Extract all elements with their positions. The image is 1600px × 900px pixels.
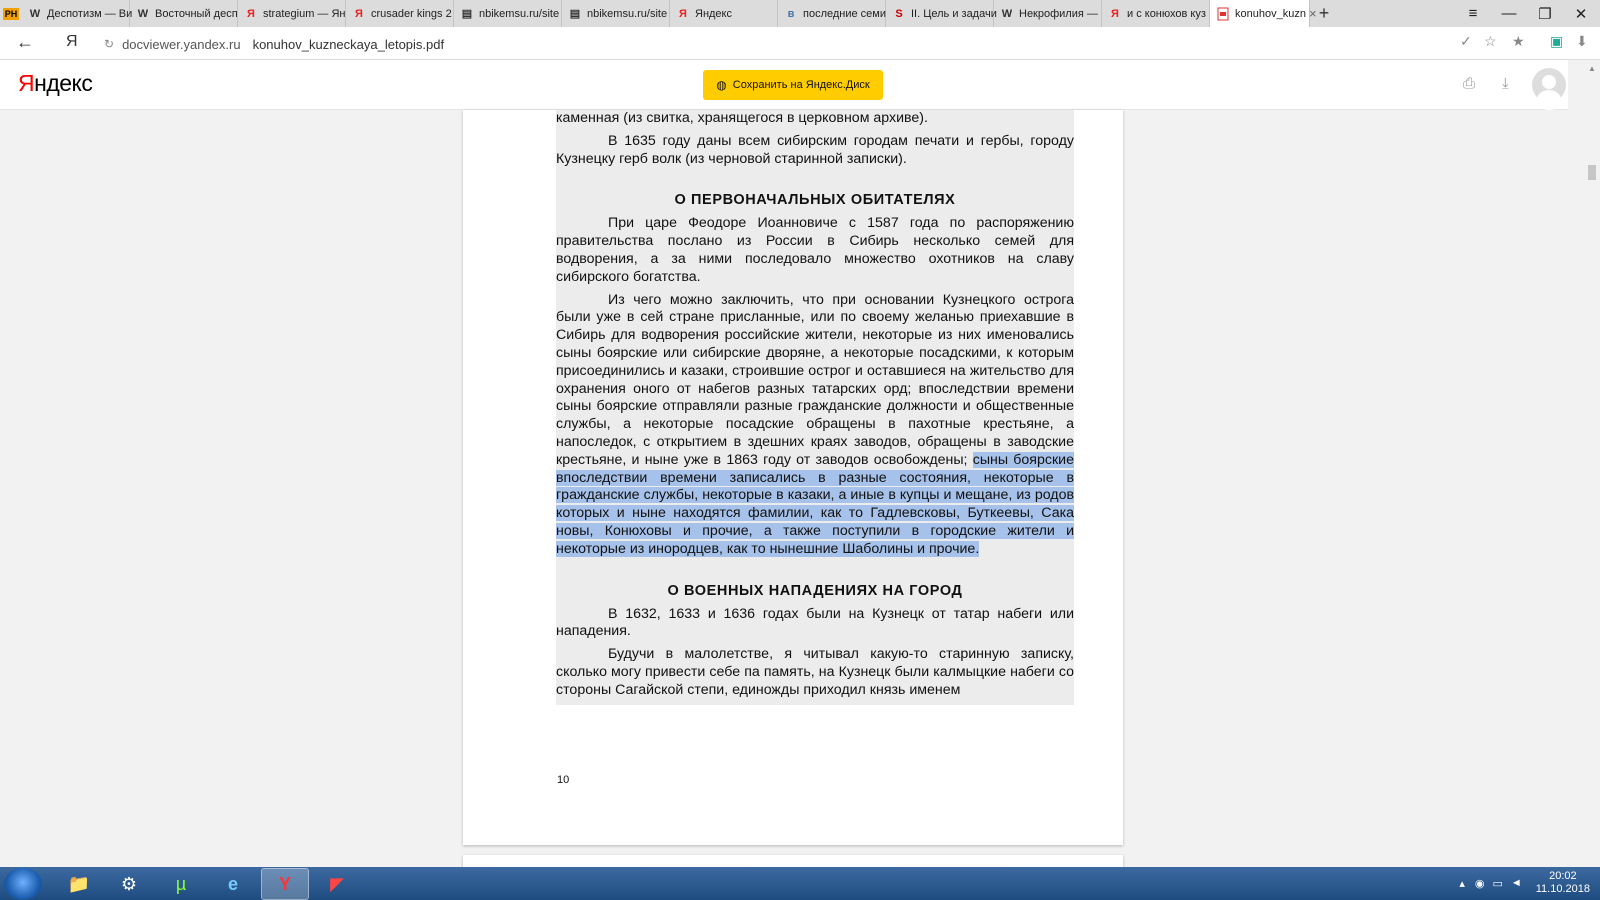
- document-viewport[interactable]: [0, 110, 1568, 867]
- viewer-header: [0, 60, 1568, 110]
- paragraph: [556, 110, 1074, 128]
- page-text[interactable]: [556, 110, 1074, 705]
- star-icon[interactable]: ★: [1512, 33, 1525, 49]
- scroll-up-icon[interactable]: ▲: [1588, 64, 1596, 73]
- tab-6[interactable]: [670, 0, 778, 27]
- close-window-button[interactable]: ✕: [1574, 5, 1588, 23]
- paragraph: [556, 606, 1074, 642]
- tab-bar: [0, 0, 1600, 27]
- minimize-button[interactable]: —: [1501, 5, 1517, 22]
- tab-title: strategium — Ян: [263, 7, 346, 20]
- vertical-scrollbar[interactable]: [1584, 60, 1600, 867]
- yandex-home-button[interactable]: Я: [66, 33, 78, 50]
- new-tab-button[interactable]: +: [1318, 3, 1330, 23]
- tab-title: Яндекс: [695, 7, 732, 20]
- volume-icon[interactable]: ◄: [1510, 877, 1522, 889]
- tab-favicon-icon: W: [29, 7, 41, 20]
- extension-icon[interactable]: ▣: [1550, 33, 1564, 49]
- acrobat-icon[interactable]: ◤: [330, 873, 344, 894]
- address-bar: [0, 27, 1600, 60]
- selected-text: сыны боярские впоследствии времени записались в разные состояния, некоторые в гражданские службы, некоторые в казаки, а иные в купцы и мещане, из родов которых и ныне находятся фамилии, как то Гадлевсковы, Буткеевы, Сака новы, Конюховы и прочие, а также поступили в городские жители и некоторые из инородцев, как то нынешние Шаболины и прочие.: [556, 451, 1074, 557]
- tab-1[interactable]: [130, 0, 238, 27]
- yandex-browser-icon[interactable]: Y: [261, 868, 309, 900]
- section-heading: О ПЕРВОНАЧАЛЬНЫХ ОБИТАТЕЛЯХ: [674, 192, 956, 209]
- tab-favicon-icon: ▤: [569, 8, 581, 20]
- explorer-icon[interactable]: 📁: [67, 873, 91, 894]
- bookmark-icon[interactable]: ☆: [1484, 33, 1497, 49]
- clock[interactable]: 20:02 11.10.2018: [1535, 870, 1590, 895]
- paragraph-text: Из чего можно заключить, что при основании Кузнецкого острога были уже в сей стране присланные, или по своему желанью приехавшие в Сибирь для водворения российские жители, некоторые из них именовались сыны боярские или сибирские дворяне, а некоторые посадскими, к которым присоединились и казаки, строившие острог и оставшиеся на жительство для охранения оного от набегов разных татарских орд; впоследствии времени сыны боярские отправляли разные гражданские должности и общественные службы, а некоторые посадские обращены в пахотные крестьяне, а напоследок, с открытием в здешних краях заводов, обращены в заводские крестьяне, и ныне уже в 1863 году от заводов освобождены;: [556, 291, 1074, 468]
- url-field[interactable]: [104, 32, 1504, 56]
- tab-4[interactable]: [454, 0, 562, 27]
- tab-title: Деспотизм — Ви: [47, 7, 133, 20]
- url-domain: docviewer.yandex.ru: [122, 36, 241, 52]
- page-number: 10: [557, 774, 570, 786]
- protect-icon[interactable]: ✓: [1460, 33, 1472, 49]
- close-tab-icon[interactable]: ×: [1308, 6, 1317, 21]
- paragraph: [556, 292, 1074, 559]
- section-heading: О ВОЕННЫХ НАПАДЕНИЯХ НА ГОРОД: [667, 582, 963, 599]
- tab-favicon-icon: W: [137, 7, 149, 20]
- tab-favicon-icon: ▤: [461, 8, 473, 20]
- tab-10[interactable]: [1102, 0, 1210, 27]
- paragraph: [556, 215, 1074, 286]
- tab-5[interactable]: [562, 0, 670, 27]
- url-path: konuhov_kuzneckaya_letopis.pdf: [252, 36, 445, 52]
- tab-title: II. Цель и задачи: [911, 7, 997, 20]
- paragraph-text: каменная (из свитка, хранящегося в церковном архиве).: [556, 110, 928, 126]
- tab-favicon-icon: Я: [1111, 7, 1119, 20]
- tab-title: nbikemsu.ru/site: [587, 7, 668, 20]
- paragraph: [556, 646, 1074, 699]
- tab-favicon-icon: W: [1001, 7, 1013, 20]
- steam-icon[interactable]: ⚙: [120, 873, 138, 894]
- tab-title: и с конюхов куз: [1127, 7, 1206, 20]
- pdf-page: [463, 110, 1123, 845]
- scrollbar-thumb[interactable]: [1588, 165, 1596, 180]
- tab-title: konuhov_kuzn: [1235, 7, 1306, 20]
- tray-expand-icon[interactable]: ▴: [1459, 877, 1465, 890]
- paragraph-text: Будучи в малолетстве, я читывал какую-то старинную записку, сколько могу привести себе па память, на Кузнецк были калмыцкие набеги со стороны Сагайской степи, единожды приходил князь именем: [556, 646, 1074, 698]
- tab-list: [22, 0, 1210, 27]
- internet-explorer-icon[interactable]: e: [227, 873, 238, 894]
- tab-title: crusader kings 2: [371, 7, 452, 20]
- download-icon[interactable]: ⬇: [1576, 33, 1588, 49]
- save-to-disk-button[interactable]: [703, 70, 883, 100]
- paragraph: [556, 133, 1074, 169]
- system-tray: [1459, 870, 1590, 896]
- tab-favicon-icon: Я: [355, 7, 363, 20]
- avatar[interactable]: [1532, 68, 1566, 102]
- print-icon[interactable]: ⎙: [1463, 75, 1476, 92]
- tab-title: Восточный десп: [155, 7, 238, 20]
- network-icon[interactable]: ▭: [1492, 877, 1503, 890]
- tab-favicon-icon: S: [895, 7, 903, 20]
- utorrent-icon[interactable]: µ: [175, 873, 187, 894]
- back-arrow-icon[interactable]: ←: [16, 32, 34, 52]
- tab-active[interactable]: [1210, 0, 1317, 27]
- paragraph-text: При царе Феодоре Иоанновиче с 1587 года по распоряжению правительства послано из России в Сибирь несколько семей для водворения, а за ними последовало множество охотников на славу сибирского богатства.: [556, 215, 1074, 285]
- tab-3[interactable]: [346, 0, 454, 27]
- tab-title: последние семи: [803, 7, 887, 20]
- tab-7[interactable]: [778, 0, 886, 27]
- yandex-logo[interactable]: Яндекс: [18, 70, 93, 96]
- download-file-icon[interactable]: ⤓: [1502, 75, 1509, 92]
- tab-8[interactable]: [886, 0, 997, 27]
- tab-title: Некрофилия —: [1019, 7, 1098, 20]
- restore-button[interactable]: ❐: [1538, 5, 1552, 23]
- tab-title: nbikemsu.ru/site: [479, 7, 560, 20]
- tab-2[interactable]: [238, 0, 346, 27]
- tab-9[interactable]: [994, 0, 1102, 27]
- taskbar: [0, 867, 1600, 900]
- pdf-icon: [1216, 7, 1230, 21]
- paragraph-text: В 1632, 1633 и 1636 годах были на Кузнецк от татар набеги или нападения.: [556, 605, 1074, 640]
- tray-app-icon[interactable]: ◉: [1474, 877, 1485, 890]
- disk-icon: ◍: [716, 78, 727, 92]
- tab-favicon-icon: Я: [679, 7, 687, 20]
- pinned-tab[interactable]: PH: [4, 8, 18, 19]
- tab-favicon-icon: в: [787, 7, 795, 20]
- menu-icon[interactable]: ≡: [1468, 5, 1478, 22]
- paragraph-text: В 1635 году даны всем сибирским городам печати и гербы, городу Кузнецку герб волк (из черновой старинной записки).: [556, 132, 1074, 167]
- start-button[interactable]: [4, 868, 42, 900]
- tab-favicon-icon: Я: [247, 7, 255, 20]
- save-button-label: Сохранить на Яндекс.Диск: [732, 79, 870, 91]
- tab-0[interactable]: [22, 0, 133, 27]
- reload-icon[interactable]: ↻: [104, 37, 115, 51]
